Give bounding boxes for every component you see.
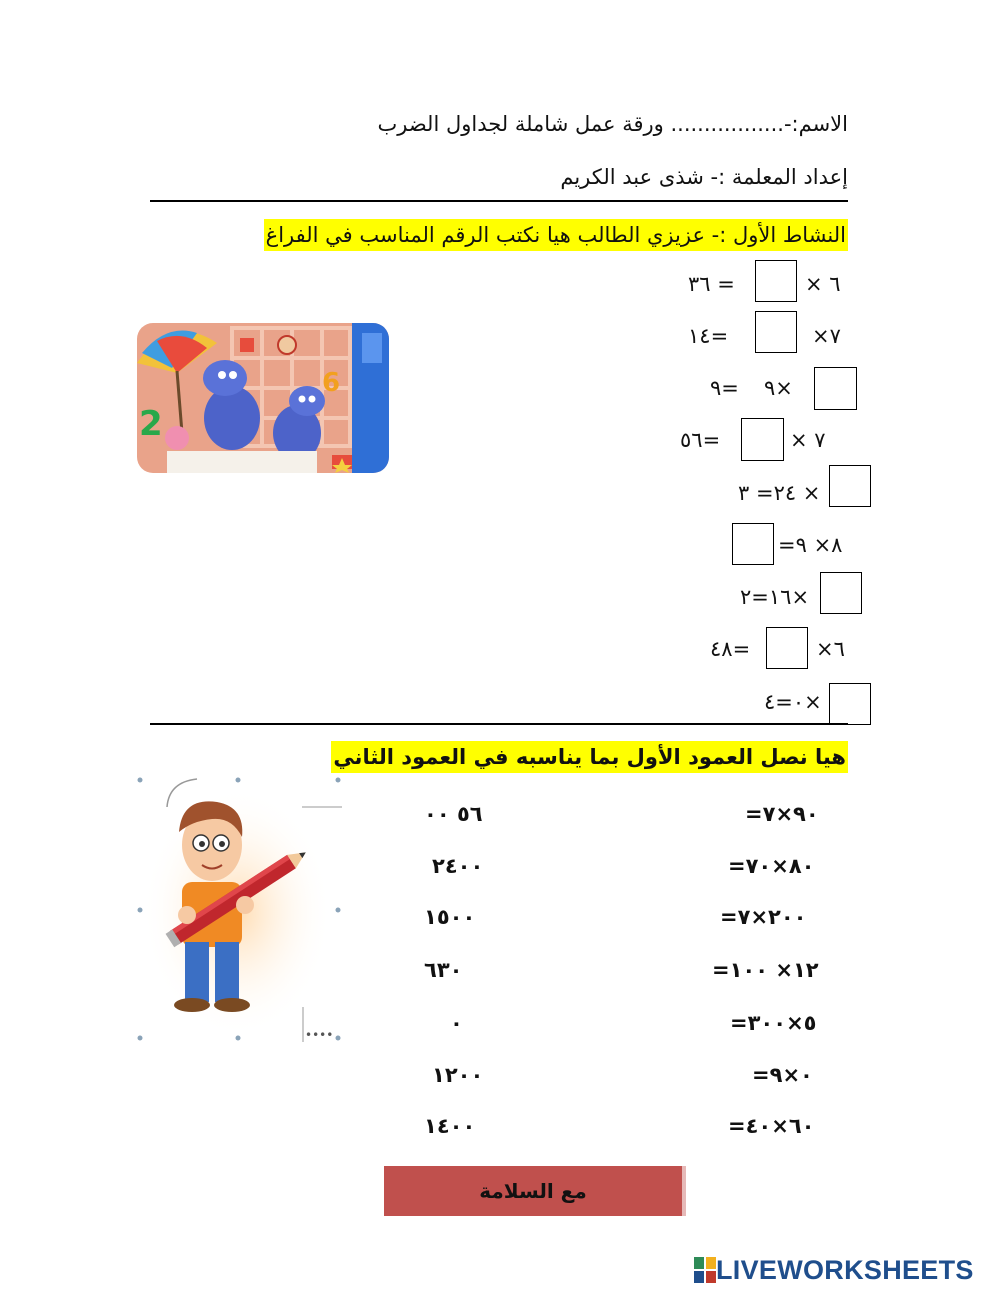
match-right-6: ١٢٠٠ — [432, 1063, 484, 1087]
eq-row-3-factor: ٩× — [764, 376, 793, 400]
match-left-7: =٦٠×٤٠ — [728, 1114, 815, 1138]
svg-text:2: 2 — [139, 404, 163, 444]
boy-with-pencil-illustration — [137, 777, 342, 1042]
liveworksheets-logo-text: LIVEWORKSHEETS — [716, 1254, 974, 1285]
match-left-1: =٩٠×٧ — [745, 802, 819, 826]
eq-row-2-result: ١٤= — [688, 324, 729, 348]
eq-row-2-factor: ×٧ — [812, 324, 841, 348]
farewell-text: مع السلامة — [479, 1179, 587, 1203]
answer-box-1[interactable] — [755, 260, 797, 302]
match-left-6: =٠×٩ — [752, 1063, 813, 1087]
match-right-3: ١٥٠٠ — [424, 905, 476, 929]
eq-row-1-result: ٣٦ = — [688, 272, 735, 296]
answer-box-2[interactable] — [755, 311, 797, 353]
match-right-7: ١٤٠٠ — [424, 1114, 476, 1138]
worksheet-title: الاسم:-................. ورقة عمل شاملة لجداول الضرب — [377, 112, 848, 136]
match-left-4: =١٢× ١٠٠ — [712, 958, 819, 982]
eq-row-7-expr: ١٦=٢× — [740, 585, 810, 609]
eq-row-3-result: ٩= — [710, 376, 739, 400]
answer-box-9[interactable] — [829, 683, 871, 725]
match-right-5: ٠ — [450, 1011, 463, 1035]
match-right-4: ٦٣٠ — [424, 958, 463, 982]
eq-row-1-factor: × ٦ — [805, 272, 841, 296]
eq-row-8-result: ٤٨= — [710, 637, 751, 661]
liveworksheets-logo — [694, 1254, 974, 1286]
match-left-5: =٥×٣٠٠ — [730, 1011, 817, 1035]
answer-box-4[interactable] — [741, 418, 784, 461]
eq-row-6-expr: =٨× ٩ — [778, 533, 843, 557]
match-left-3: =٢٠٠×٧ — [720, 905, 807, 929]
liveworksheets-logo-icon — [694, 1257, 716, 1283]
answer-box-8[interactable] — [766, 627, 808, 669]
answer-box-6[interactable] — [732, 523, 774, 565]
answer-box-5[interactable] — [829, 465, 871, 507]
match-left-2: =٨٠×٧٠ — [728, 854, 815, 878]
eq-row-4-result: ٥٦= — [680, 428, 721, 452]
match-right-2: ٢٤٠٠ — [432, 854, 484, 878]
answer-box-3[interactable] — [814, 367, 857, 410]
activity1-title: النشاط الأول :- عزيزي الطالب هيا نكتب الرقم المناسب في الفراغ — [264, 219, 848, 251]
dinosaurs-illustration — [137, 323, 389, 473]
eq-row-5-expr: ٢٤= ٣ × — [738, 481, 821, 505]
farewell-banner — [384, 1166, 686, 1216]
divider-top — [150, 200, 848, 202]
activity2-title: هيا نصل العمود الأول بما يناسبه في العمود الثاني — [331, 741, 848, 773]
match-right-1: ٥٦ ٠٠ — [424, 802, 483, 826]
eq-row-9-expr: ٠=٤× — [764, 690, 822, 714]
answer-box-7[interactable] — [820, 572, 862, 614]
eq-row-8-factor: ×٦ — [816, 637, 845, 661]
divider-middle — [150, 723, 848, 725]
svg-text:••••: •••• — [305, 1028, 334, 1042]
svg-text:6: 6 — [322, 368, 341, 398]
eq-row-4-factor: × ٧ — [790, 428, 826, 452]
teacher-name: إعداد المعلمة :- شذى عبد الكريم — [560, 165, 848, 189]
